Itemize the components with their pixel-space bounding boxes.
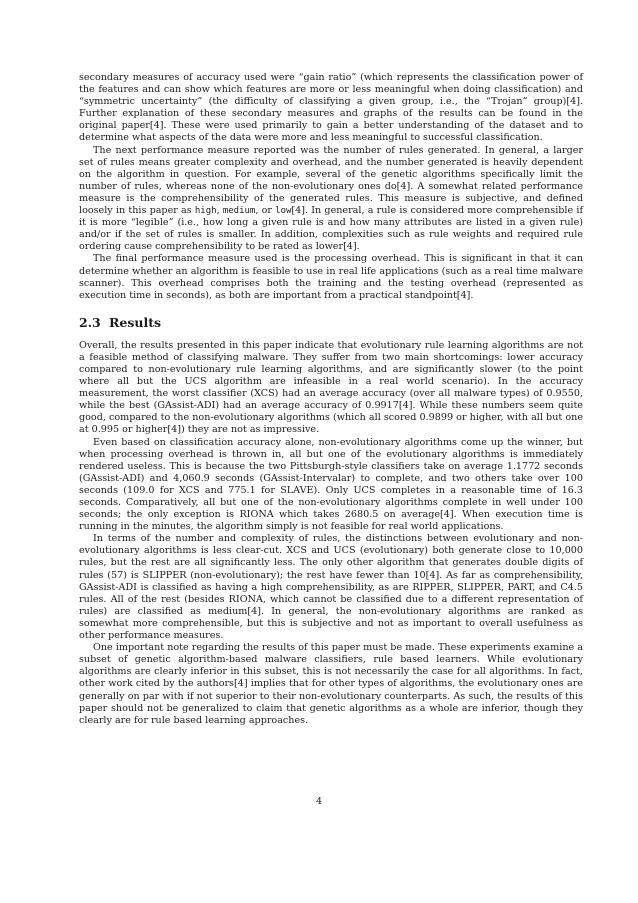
rating-medium: medium — [222, 206, 256, 217]
section-title: Results — [109, 314, 162, 330]
paragraph-secondary-measures: secondary measures of accuracy used were “gain ratio” (which represents the classification power of the features and can show which features are more or less meaningful when doing classification) and “symmetric uncertainty” (the difficulty of classifying a given group, i.e., the “Trojan” group)[4]. Further explanation of these secondary measures and graphs of the results can be found in the original paper[4]. These were used primarily to gain a better understanding of the dataset and to determine what aspects of the data were more and less meaningful to successful classification. — [79, 72, 583, 144]
rating-high: high — [194, 206, 217, 217]
paragraph-results-rules: In terms of the number and complexity of rules, the distinctions between evolutionary and non-evolutionary algorithms is less clear-cut. XCS and UCS (evolutionary) both generate close to 10,000 rules, but the rest are all significantly less. The only other algorithm that generates double digits of rules (57) is SLIPPER (non-evolutionary); the rest have fewer than 10[4]. As far as comprehensibility, GAssist-ADI is classified as having a high comprehensibility, as are RIPPER, SLIPPER, PART, and C4.5 rules. All of the rest (besides RIONA, which cannot be classified due to a different representation of rules) are classified as medium[4]. In general, the non-evolutionary algorithms are ranked as somewhat more comprehensible, but this is subjective and not as important to overall usefulness as other performance measures. — [79, 533, 583, 642]
page-number: 4 — [315, 796, 323, 807]
paragraph-rules-generated — [79, 145, 583, 254]
paragraph-processing-overhead: The final performance measure used is the processing overhead. This is significant in that it can determine whether an algorithm is feasible to use in real life applications (such as a real time malware scanner). This overhead comprises both the training and the testing overhead (represented as execution time in seconds), as both are important from a practical standpoint[4]. — [79, 253, 583, 301]
paragraph-text: [4]. In general, a rule is considered more comprehensible if it is more “legible” (i.e., how long a given rule is and how many attributes are listed in a given rule) and/or if the set of rules is smaller. In addition, complexities such as rule weights and required rule ordering cause comprehensibility to be rated as lower[4]. — [79, 205, 583, 253]
separator-text: , or — [255, 205, 276, 217]
section-heading — [79, 315, 583, 330]
section-number: 2.3 — [79, 314, 101, 330]
paragraph-results-overall: Overall, the results presented in this paper indicate that evolutionary rule learning algorithms are not a feasible method of classifying malware. They suffer from two main shortcomings: lower accuracy compared to non-evolutionary rule learning algorithms, and are significantly slower (to the point where all but the UCS algorithm are infeasible in a real world scenario). In the accuracy measurement, the worst classifier (XCS) had an average accuracy (over all malware types) of 0.9550, while the best (GAssist-ADI) had an average accuracy of 0.9917[4]. While these numbers seem quite good, compared to the non-evolutionary algorithms (which all scored 0.9899 or higher, with all but one at 0.995 or higher[4]) they are not as impressive. — [79, 339, 583, 436]
rating-low: low — [275, 206, 292, 217]
paragraph-results-overhead: Even based on classification accuracy alone, non-evolutionary algorithms come up the winner, but when processing overhead is thrown in, all but one of the evolutionary algorithms is immediately rendered useless. This is because the two Pittsburgh-style classifiers take on average 1.1772 seconds (GAssist-ADI) and 4,060.9 seconds (GAssist-Intervalar) to complete, and two others take over 100 seconds (109.0 for XCS and 775.1 for SLAVE). Only UCS completes in a reasonable time of 16.3 seconds. Comparatively, all but one of the non-evolutionary algorithms complete in well under 100 seconds; the only exception is RIONA which takes 2680.5 on average[4]. When execution time is running in the minutes, the algorithm simply is not feasible for real world applications. — [79, 436, 583, 533]
paragraph-results-note: One important note regarding the results of this paper must be made. These experiments examine a subset of genetic algorithm-based malware classifiers, rule based learners. While evolutionary algorithms are clearly inferior in this subset, this is not necessarily the case for all algorithms. In fact, other work cited by the authors[4] implies that for other types of algorithms, the evolutionary ones are generally on par with if not superior to their non-evolutionary counterparts. As such, the results of this paper should not be generalized to claim that genetic algorithms as a whole are inferior, though they clearly are for rule based learning approaches. — [79, 642, 583, 726]
separator-text: , — [216, 205, 223, 217]
paragraph-text: The next performance measure reported was the number of rules generated. In general, a larger set of rules means greater complexity and overhead, and the number generated is heavily dependent on the algorithm in question. For example, several of the genetic algorithms specifically limit the number of rules, whereas none of the non-evolutionary ones do[4]. A somewhat related performance measure is the comprehensibility of the generated rules. This measure is subjective, and defined loosely in this paper as — [79, 144, 583, 217]
paper-page-body — [79, 72, 583, 727]
